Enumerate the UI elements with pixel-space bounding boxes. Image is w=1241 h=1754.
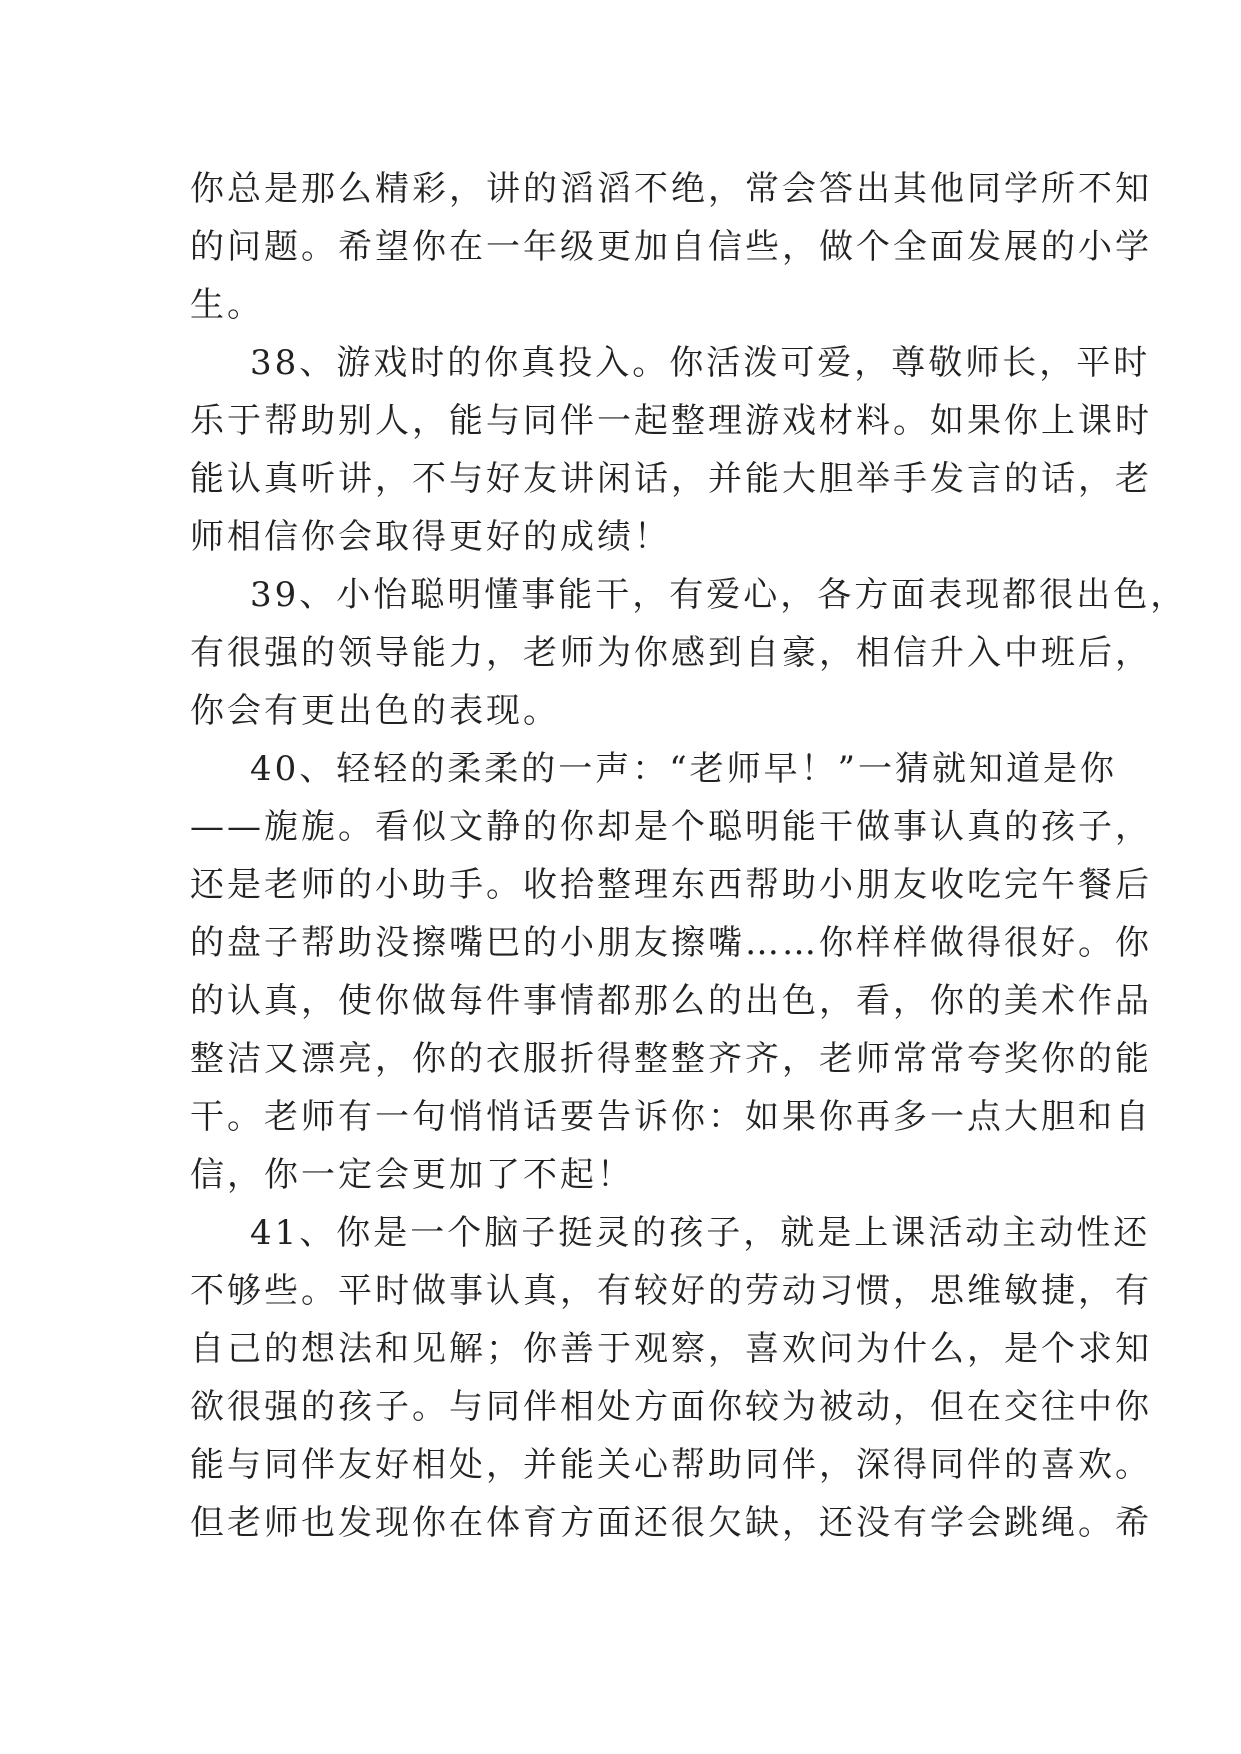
text-line: 生。 [190, 285, 264, 325]
text-line: 整洁又漂亮，你的衣服折得整整齐齐，老师常常夸奖你的能 [190, 1039, 1152, 1079]
paragraph-40-start: 40、轻轻的柔柔的一声：“老师早！”一猜就知道是你 [250, 749, 1118, 789]
text-line: 你总是那么精彩，讲的滔滔不绝，常会答出其他同学所不知 [190, 169, 1152, 209]
text-line: 干。老师有一句悄悄话要告诉你：如果你再多一点大胆和自 [190, 1097, 1152, 1137]
text-line: 师相信你会取得更好的成绩！ [190, 517, 671, 557]
paragraph-39-start: 39、小怡聪明懂事能干，有爱心，各方面表现都很出色， [250, 575, 1188, 615]
paragraph-41-start: 41、你是一个脑子挺灵的孩子，就是上课活动主动性还 [250, 1213, 1151, 1253]
text-line: 信，你一定会更加了不起！ [190, 1155, 634, 1195]
text-line: 有很强的领导能力，老师为你感到自豪，相信升入中班后， [190, 633, 1152, 673]
text-line: ——旎旎。看似文静的你却是个聪明能干做事认真的孩子， [190, 807, 1152, 847]
text-line: 的认真，使你做每件事情都那么的出色，看，你的美术作品 [190, 981, 1152, 1021]
text-line: 能认真听讲，不与好友讲闲话，并能大胆举手发言的话，老 [190, 459, 1152, 499]
text-line: 你会有更出色的表现。 [190, 691, 560, 731]
text-line: 乐于帮助别人，能与同伴一起整理游戏材料。如果你上课时 [190, 401, 1152, 441]
text-line: 的问题。希望你在一年级更加自信些，做个全面发展的小学 [190, 227, 1152, 267]
text-line: 但老师也发现你在体育方面还很欠缺，还没有学会跳绳。希 [190, 1503, 1152, 1543]
text-line: 的盘子帮助没擦嘴巴的小朋友擦嘴……你样样做得很好。你 [190, 923, 1152, 963]
text-line: 不够些。平时做事认真，有较好的劳动习惯，思维敏捷，有 [190, 1271, 1152, 1311]
text-line: 欲很强的孩子。与同伴相处方面你较为被动，但在交往中你 [190, 1387, 1152, 1427]
paragraph-38-start: 38、游戏时的你真投入。你活泼可爱，尊敬师长，平时 [250, 343, 1151, 383]
text-line: 能与同伴友好相处，并能关心帮助同伴，深得同伴的喜欢。 [190, 1445, 1152, 1485]
document-body [190, 160, 1188, 1552]
text-line: 还是老师的小助手。收拾整理东西帮助小朋友收吃完午餐后 [190, 865, 1152, 905]
text-line: 自己的想法和见解；你善于观察，喜欢问为什么，是个求知 [190, 1329, 1152, 1369]
